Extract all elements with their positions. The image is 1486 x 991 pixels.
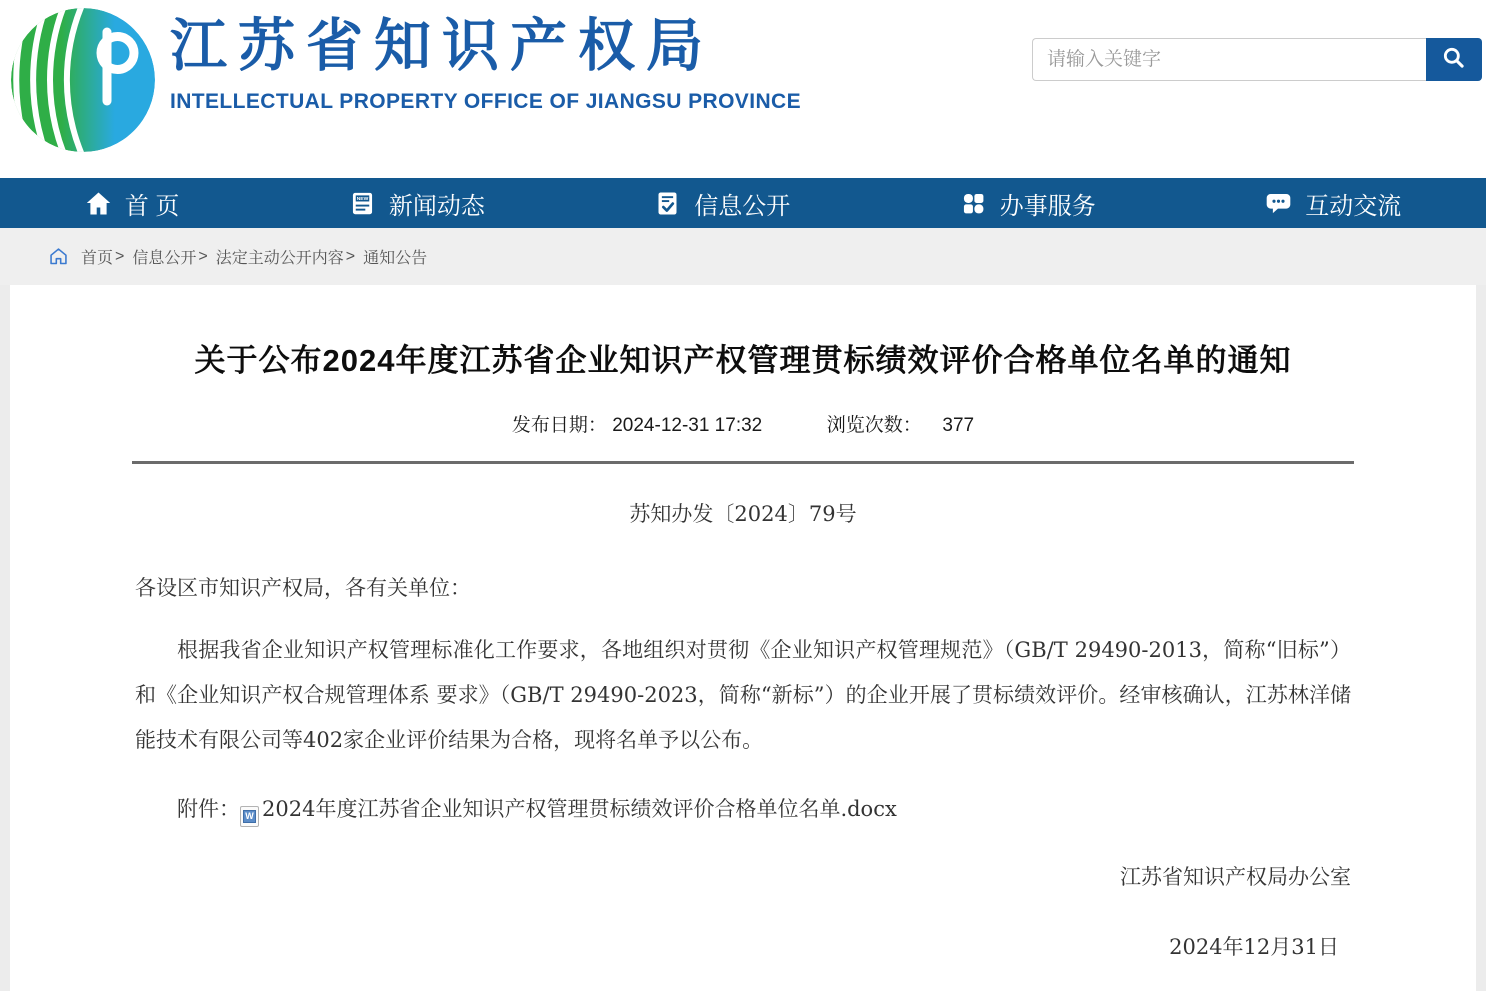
attachment-line [135,793,1351,827]
nav-item-label: 办事服务 [999,192,1096,220]
site-title: 江苏省知识产权局 [170,14,714,78]
nav-item-label: 首 页 [124,192,180,220]
publish-date-label: 发布日期： [511,415,607,436]
word-doc-icon: W [240,806,259,827]
site-logo-icon [8,5,158,155]
search-icon [1441,45,1467,74]
body-paragraph: 根据我省企业知识产权管理标准化工作要求，各地组织对贯彻《企业知识产权管理规范》（GB/T 29490-2013，简称“旧标”）和《企业知识产权合规管理体系 要求》（GB/T 29490-2023，简称“新标”）的企业开展了贯标绩效评价。经审核确认，江苏林洋储能技术有限公司等402家企业评价结果为合格，现将名单予以公布。 [135,638,1351,752]
views-value: 377 [942,415,975,436]
search-button[interactable] [1426,38,1482,81]
services-icon [960,190,987,217]
nav-item-home[interactable] [85,186,180,221]
nav-item-news[interactable] [349,186,485,221]
article [10,285,1476,991]
attachment-link[interactable]: 2024年度江苏省企业知识产权管理贯标绩效评价合格单位名单.docx [262,797,897,821]
site-subtitle: INTELLECTUAL PROPERTY OFFICE OF JIANGSU PROVINCE [170,90,801,113]
svg-text:NEW: NEW [356,196,369,202]
title-divider [132,461,1354,464]
article-title: 关于公布2024年度江苏省企业知识产权管理贯标绩效评价合格单位名单的通知 [194,343,1292,378]
info-disclosure-icon [654,190,681,217]
breadcrumb-separator: > [345,247,356,265]
news-icon [349,190,376,217]
document-number: 苏知办发〔2024〕79号 [629,502,857,526]
search-bar [1032,38,1482,81]
nav-item-interaction[interactable] [1265,186,1401,221]
nav-item-info-disclosure[interactable] [654,186,790,221]
nav-item-services[interactable] [960,186,1096,221]
nav-item-label: 新闻动态 [388,192,485,220]
views-label: 浏览次数： [826,415,922,436]
breadcrumb-home-icon [48,246,69,267]
breadcrumb-item-info-disclosure[interactable]: 信息公开 [132,250,197,267]
signature-date: 2024年12月31日 [1169,934,1339,959]
home-icon [85,190,112,217]
interaction-icon [1265,190,1292,217]
main-nav [0,178,1486,228]
breadcrumb-item-home[interactable]: 首页 [81,250,114,267]
article-meta [10,410,1476,437]
nav-item-label: 互动交流 [1305,192,1402,220]
breadcrumb [0,228,1486,285]
attachment-label: 附件： [177,797,240,821]
breadcrumb-item-notices[interactable]: 通知公告 [363,250,428,267]
breadcrumb-item-statutory-content[interactable]: 法定主动公开内容 [215,250,344,267]
search-input[interactable] [1032,38,1426,81]
nav-item-label: 信息公开 [694,192,791,220]
publish-date-value: 2024-12-31 17:32 [612,415,763,436]
breadcrumb-separator: > [115,247,125,265]
document-body [10,572,1476,961]
breadcrumb-separator: > [198,247,208,265]
salutation: 各设区市知识产权局，各有关单位： [135,576,471,600]
site-header [0,0,1486,178]
signature-office: 江苏省知识产权局办公室 [1120,864,1351,889]
